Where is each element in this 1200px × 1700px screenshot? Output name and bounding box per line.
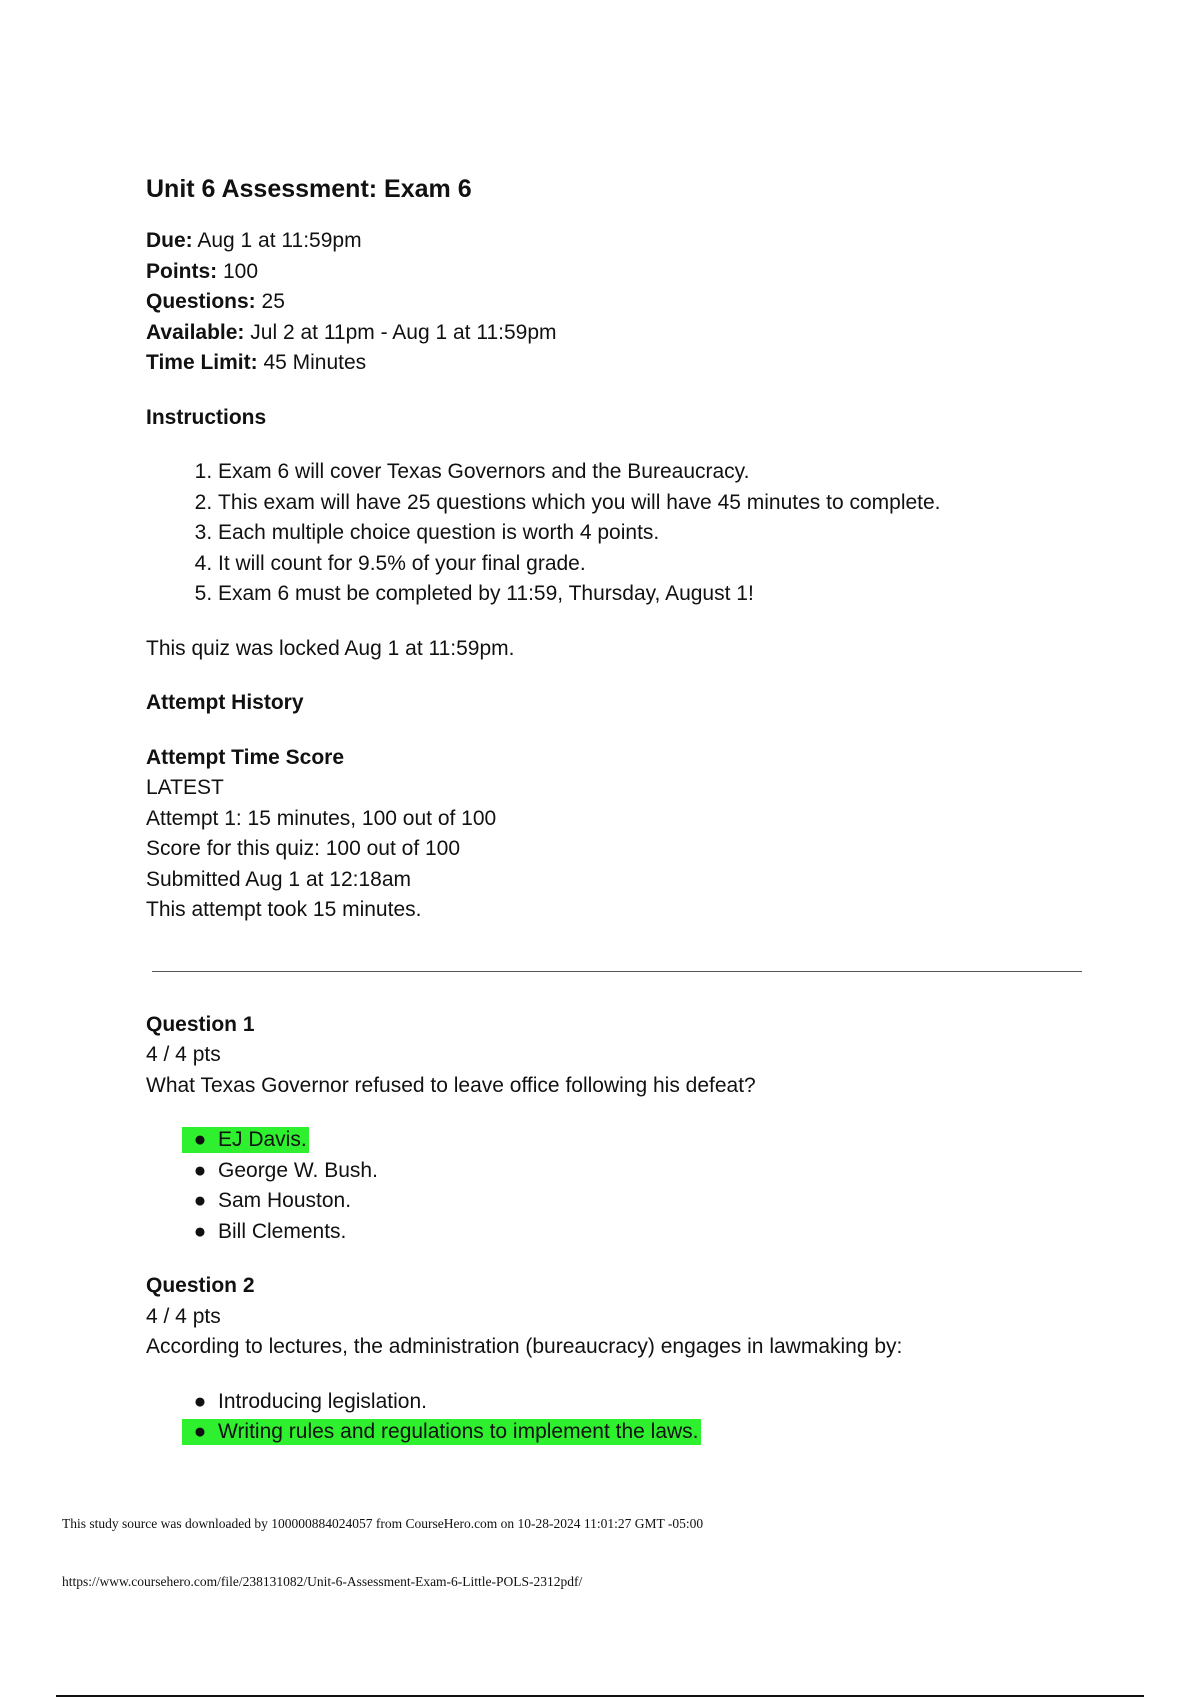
- section-divider: [152, 971, 1082, 972]
- answer-item: [182, 1186, 1086, 1217]
- question-title: Question 2: [146, 1274, 255, 1297]
- meta-due: [146, 226, 1086, 257]
- meta-label: Time Limit:: [146, 351, 258, 374]
- answer-text: George W. Bush.: [218, 1158, 378, 1182]
- meta-label: Due:: [146, 229, 193, 252]
- source-url[interactable]: https://www.coursehero.com/file/238131082/Unit-6-Assessment-Exam-6-Little-POLS-2312pdf/: [62, 1574, 583, 1589]
- answer-item: [182, 1125, 1086, 1156]
- latest-label: LATEST: [146, 776, 224, 799]
- lock-notice: This quiz was locked Aug 1 at 11:59pm.: [146, 636, 515, 660]
- question-points: 4 / 4 pts: [146, 1304, 221, 1328]
- question-prompt: What Texas Governor refused to leave office following his defeat?: [146, 1073, 756, 1097]
- download-note: This study source was downloaded by 100000884024057 from CourseHero.com on 10-28-2024 11:01:27 GMT -05:00: [62, 1516, 704, 1531]
- instructions-list: [146, 457, 1086, 610]
- instruction-item: 5. Exam 6 must be completed by 11:59, Thursday, August 1!: [218, 579, 1086, 610]
- answer-option: [182, 1219, 348, 1245]
- question-2: [146, 1271, 1086, 1448]
- answer-list: [146, 1125, 1086, 1247]
- quiz-score: Score for this quiz: 100 out of 100: [146, 837, 461, 860]
- answer-list: [146, 1387, 1086, 1448]
- instruction-item: 2. This exam will have 25 questions which you will have 45 minutes to complete.: [218, 488, 1086, 519]
- exam-meta: [146, 226, 1086, 379]
- answer-item: [182, 1387, 1086, 1418]
- instructions-heading: Instructions: [146, 405, 267, 429]
- meta-value: 25: [255, 290, 285, 313]
- attempt-history-heading: Attempt History: [146, 691, 304, 714]
- answer-option: [182, 1389, 429, 1415]
- attempt-details: [146, 773, 1086, 926]
- answer-item: [182, 1417, 1086, 1448]
- meta-value: 45 Minutes: [257, 351, 367, 374]
- meta-value: Aug 1 at 11:59pm: [192, 229, 362, 252]
- instruction-item: 3. Each multiple choice question is worth 4 points.: [218, 518, 1086, 549]
- page-title: Unit 6 Assessment: Exam 6: [146, 175, 472, 203]
- meta-questions: [146, 287, 1086, 318]
- answer-text: Writing rules and regulations to implement the laws.: [218, 1420, 699, 1443]
- answer-text: Sam Houston.: [218, 1189, 352, 1212]
- answer-option: [182, 1188, 353, 1214]
- correct-answer: [182, 1419, 701, 1445]
- question-title: Question 1: [146, 1012, 255, 1036]
- meta-label: Points:: [146, 259, 218, 283]
- answer-item: [182, 1156, 1086, 1187]
- answer-text: EJ Davis.: [218, 1128, 307, 1151]
- instruction-item: 4. It will count for 9.5% of your final grade.: [218, 549, 1086, 580]
- meta-available: [146, 318, 1086, 349]
- attempt-1-row[interactable]: Attempt 1: 15 minutes, 100 out of 100: [146, 806, 497, 830]
- meta-value: Jul 2 at 11pm - Aug 1 at 11:59pm: [244, 320, 557, 344]
- attempt-duration: This attempt took 15 minutes.: [146, 898, 422, 921]
- answer-text: Bill Clements.: [218, 1219, 347, 1243]
- meta-points: [146, 257, 1086, 288]
- bullet-icon: ●: [193, 1219, 207, 1243]
- attempt-columns-heading: Attempt Time Score: [146, 745, 344, 769]
- bullet-icon: ●: [193, 1389, 207, 1413]
- question-1: [146, 1010, 1086, 1248]
- answer-item: [182, 1217, 1086, 1248]
- answer-text: Introducing legislation.: [218, 1389, 427, 1413]
- correct-answer: [182, 1127, 309, 1153]
- submitted-time: Submitted Aug 1 at 12:18am: [146, 867, 412, 891]
- meta-label: Questions:: [146, 290, 256, 313]
- question-prompt: According to lectures, the administration (bureaucracy) engages in lawmaking by:: [146, 1335, 903, 1358]
- meta-label: Available:: [146, 320, 245, 344]
- page-bottom-rule: [56, 1695, 1144, 1697]
- exam-page: [146, 172, 1086, 1448]
- question-points: 4 / 4 pts: [146, 1043, 221, 1066]
- answer-option: [182, 1158, 380, 1184]
- bullet-icon: ●: [193, 1189, 207, 1212]
- meta-value: 100: [217, 259, 259, 283]
- bullet-icon: ●: [193, 1158, 207, 1182]
- instruction-item: 1. Exam 6 will cover Texas Governors and the Bureaucracy.: [218, 457, 1086, 488]
- bullet-icon: ●: [193, 1128, 207, 1151]
- bullet-icon: ●: [193, 1420, 207, 1443]
- meta-time-limit: [146, 348, 1086, 379]
